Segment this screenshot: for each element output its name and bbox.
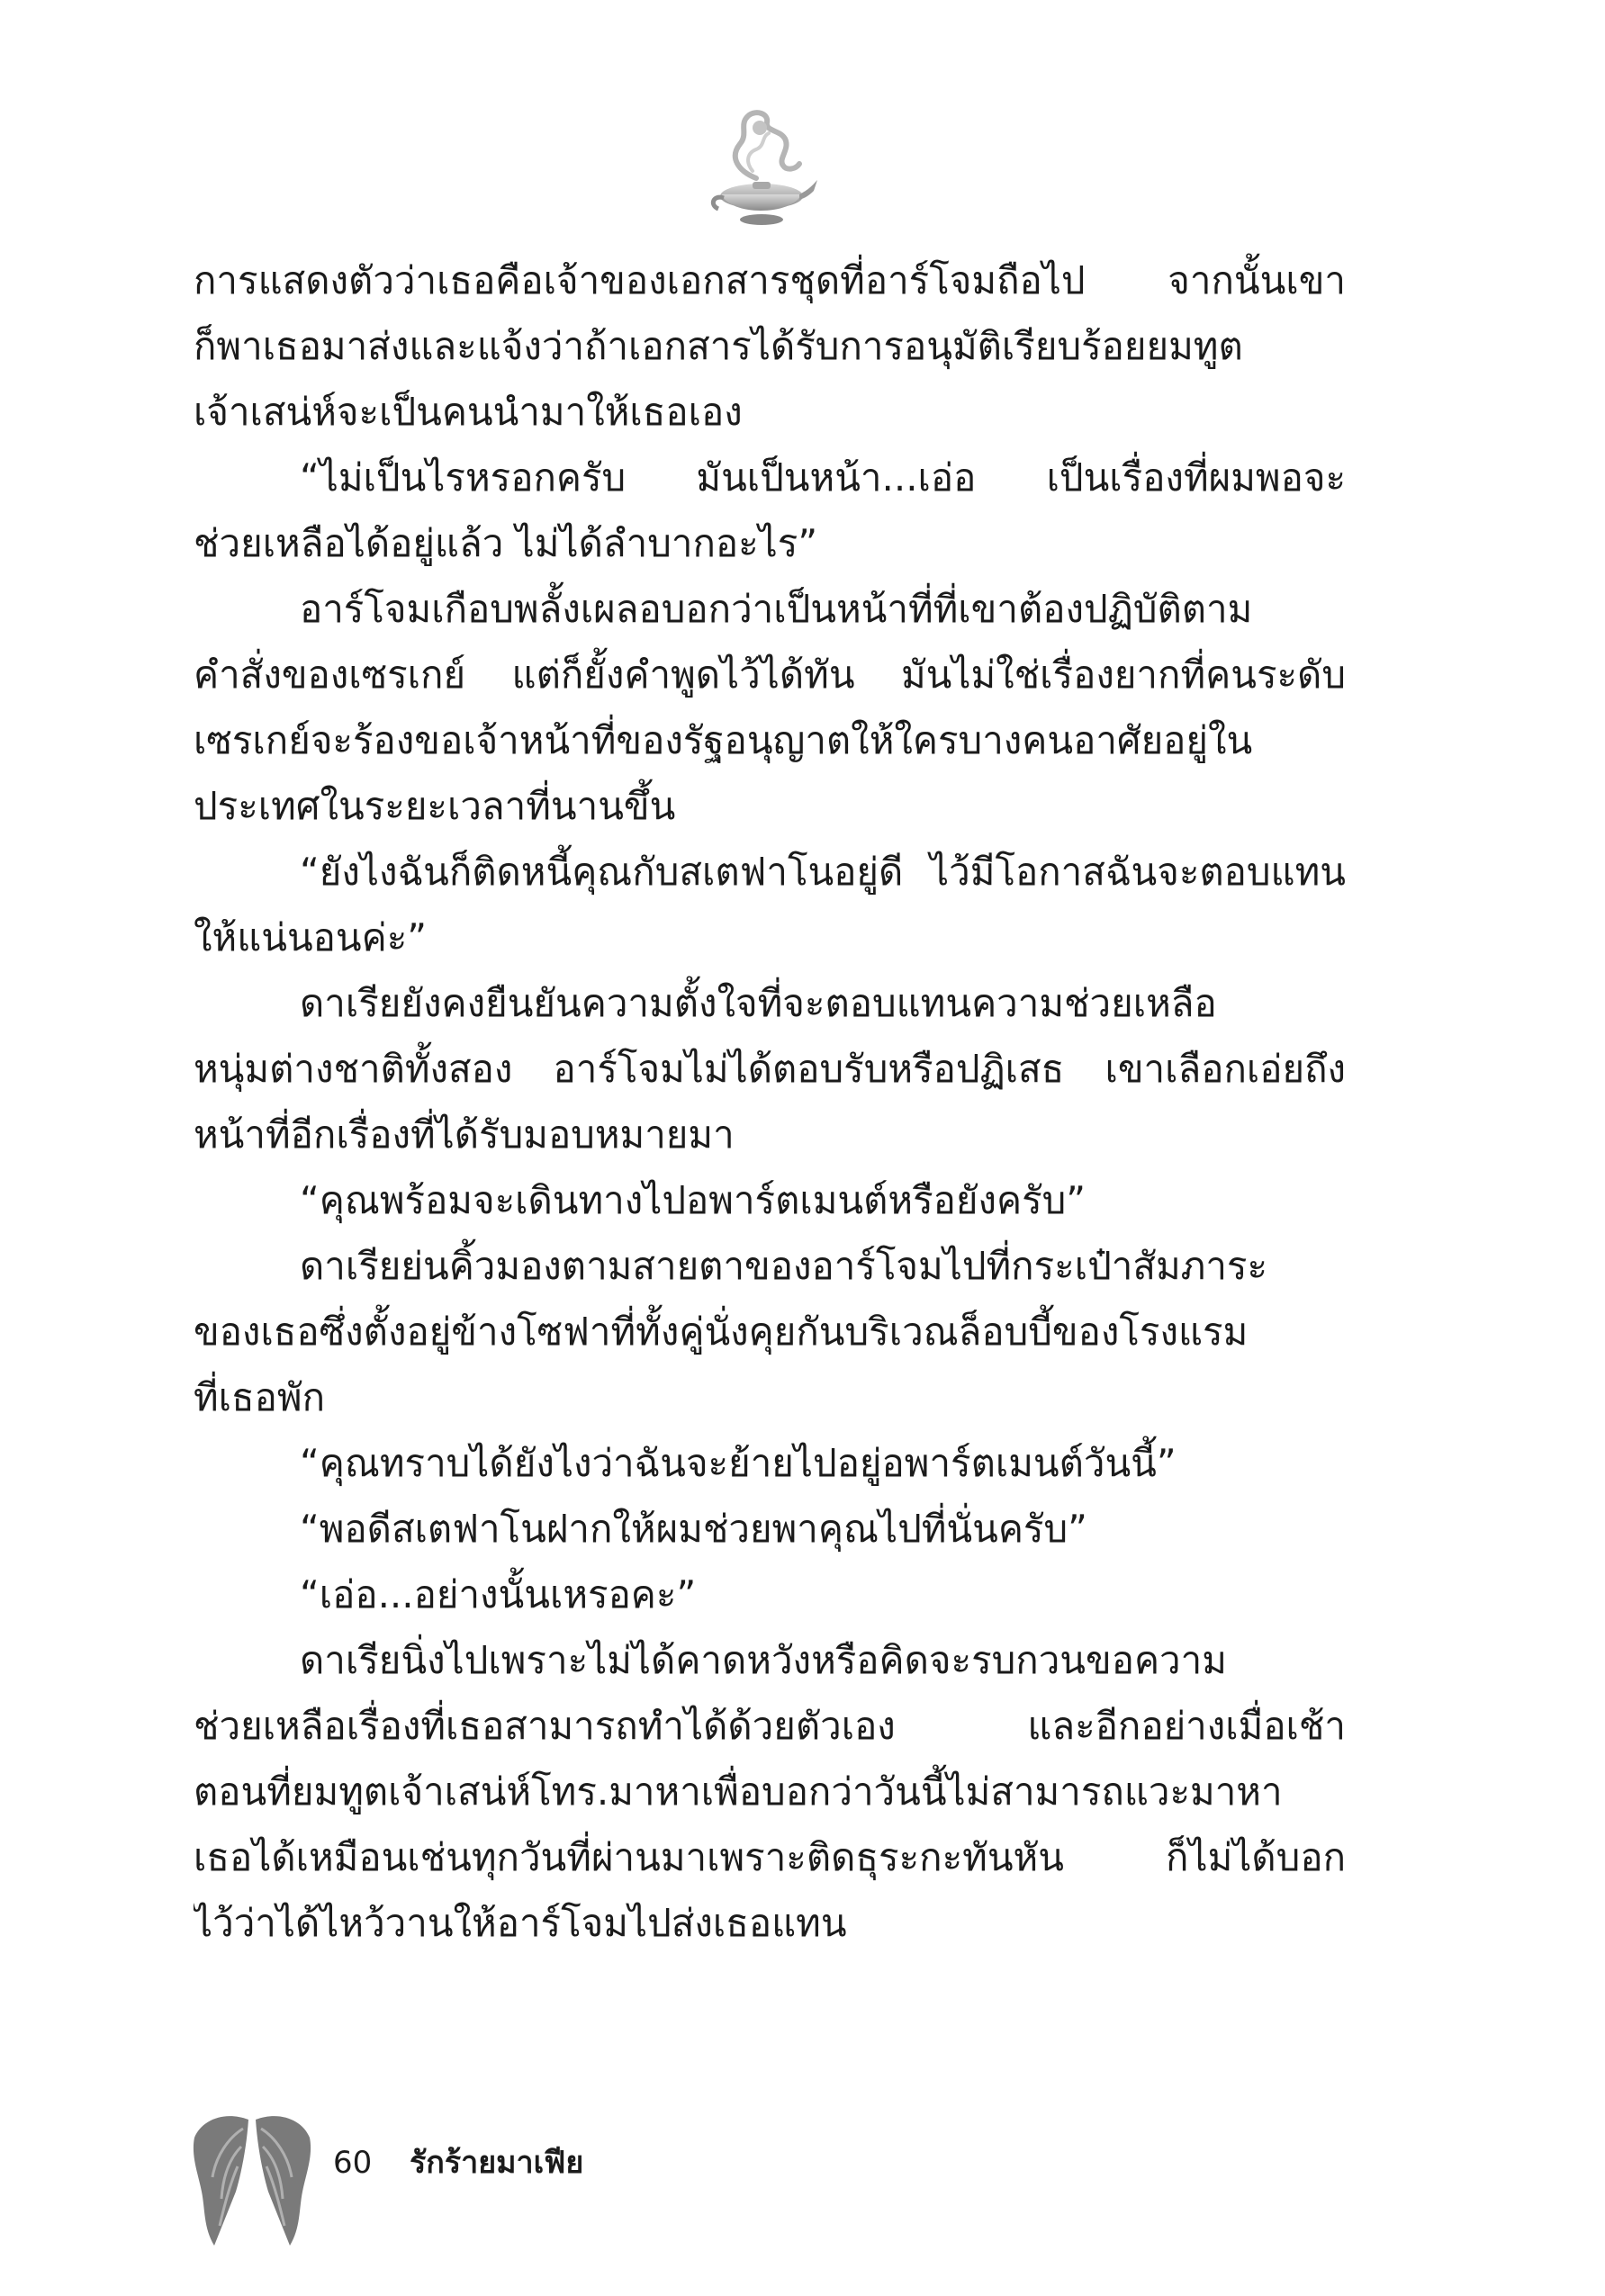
text-line: เธอได้เหมือนเช่นทุกวันที่ผ่านมาเพราะติดธุระกะทันหัน ก็ไม่ได้บอก [194, 1835, 1346, 1879]
text-line: ไว้ว่าได้ไหว้วานให้อาร์โจมไปส่งเธอแทน [194, 1901, 847, 1945]
text-line: ดาเรียย่นคิ้วมองตามสายตาของอาร์โจมไปที่กระเป๋าสัมภาระ [300, 1244, 1268, 1288]
paragraph [194, 970, 1346, 1167]
text-line: “ยังไงฉันก็ติดหนี้คุณกับสเตฟาโนอยู่ดี ไว้มีโอกาสฉันจะตอบแทน [300, 850, 1346, 894]
text-line: “เอ่อ...อย่างนั้นเหรอคะ” [300, 1572, 697, 1616]
genie-lamp-icon [702, 108, 819, 234]
paragraph [194, 1233, 1346, 1430]
text-line: ให้แน่นอนค่ะ” [194, 915, 428, 959]
text-line: ตอนที่ยมทูตเจ้าเสน่ห์โทร.มาหาเพื่อบอกว่าวันนี้ไม่สามารถแวะมาหา [194, 1769, 1283, 1814]
paragraph [194, 1430, 1346, 1496]
text-line: ที่เธอพัก [194, 1375, 326, 1419]
paragraph [194, 1496, 1346, 1562]
body-text [194, 248, 1346, 1956]
paragraph [194, 1167, 1346, 1233]
text-line: ของเธอซึ่งตั้งอยู่ข้างโซฟาที่ทั้งคู่นั่งคุยกันบริเวณล็อบบี้ของโรงแรม [194, 1310, 1249, 1354]
text-line: เซรเกย์จะร้องขอเจ้าหน้าที่ของรัฐอนุญาตให้ใครบางคนอาศัยอยู่ใน [194, 718, 1253, 762]
text-line: อาร์โจมเกือบพลั้งเผลอบอกว่าเป็นหน้าที่ที่เขาต้องปฏิบัติตาม [300, 587, 1253, 631]
text-line: เจ้าเสน่ห์จะเป็นคนนำมาให้เธอเอง [194, 390, 743, 434]
text-line: ช่วยเหลือเรื่องที่เธอสามารถทำได้ด้วยตัวเอง และอีกอย่างเมื่อเช้า [194, 1704, 1346, 1748]
text-line: ช่วยเหลือได้อยู่แล้ว ไม่ได้ลำบากอะไร” [194, 521, 818, 565]
book-title: รักร้ายมาเฟีย [410, 2145, 584, 2181]
text-line: หนุ่มต่างชาติทั้งสอง อาร์โจมไม่ได้ตอบรับหรือปฏิเสธ เขาเลือกเอ่ยถึง [194, 1047, 1346, 1091]
paragraph [194, 576, 1346, 839]
text-line: ดาเรียยังคงยืนยันความตั้งใจที่จะตอบแทนความช่วยเหลือ [300, 981, 1217, 1025]
paragraph [194, 248, 1346, 445]
angel-wings-icon [189, 2102, 315, 2250]
page-footer [189, 2102, 819, 2255]
text-line: “ไม่เป็นไรหรอกครับ มันเป็นหน้า...เอ่อ เป็นเรื่องที่ผมพอจะ [300, 455, 1346, 500]
paragraph [194, 1562, 1346, 1627]
paragraph [194, 1627, 1346, 1956]
paragraph [194, 839, 1346, 970]
text-line: ดาเรียนิ่งไปเพราะไม่ได้คาดหวังหรือคิดจะรบกวนขอความ [300, 1638, 1227, 1682]
text-line: หน้าที่อีกเรื่องที่ได้รับมอบหมายมา [194, 1112, 735, 1157]
text-line: “คุณพร้อมจะเดินทางไปอพาร์ตเมนต์หรือยังครับ” [300, 1178, 1087, 1222]
text-line: การแสดงตัวว่าเธอคือเจ้าของเอกสารชุดที่อาร์โจมถือไป จากนั้นเขา [194, 258, 1346, 302]
text-line: ประเทศในระยะเวลาที่นานขึ้น [194, 784, 676, 828]
text-line: ก็พาเธอมาส่งและแจ้งว่าถ้าเอกสารได้รับการอนุมัติเรียบร้อยยมทูต [194, 324, 1243, 368]
text-line: “พอดีสเตฟาโนฝากให้ผมช่วยพาคุณไปที่นั่นครับ” [300, 1507, 1087, 1551]
paragraph [194, 445, 1346, 576]
text-line: คำสั่งของเซรเกย์ แต่ก็ยั้งคำพูดไว้ได้ทัน มันไม่ใช่เรื่องยากที่คนระดับ [194, 653, 1346, 697]
text-line: “คุณทราบได้ยังไงว่าฉันจะย้ายไปอยู่อพาร์ตเมนต์วันนี้” [300, 1441, 1177, 1485]
page-number: 60 [333, 2145, 373, 2181]
